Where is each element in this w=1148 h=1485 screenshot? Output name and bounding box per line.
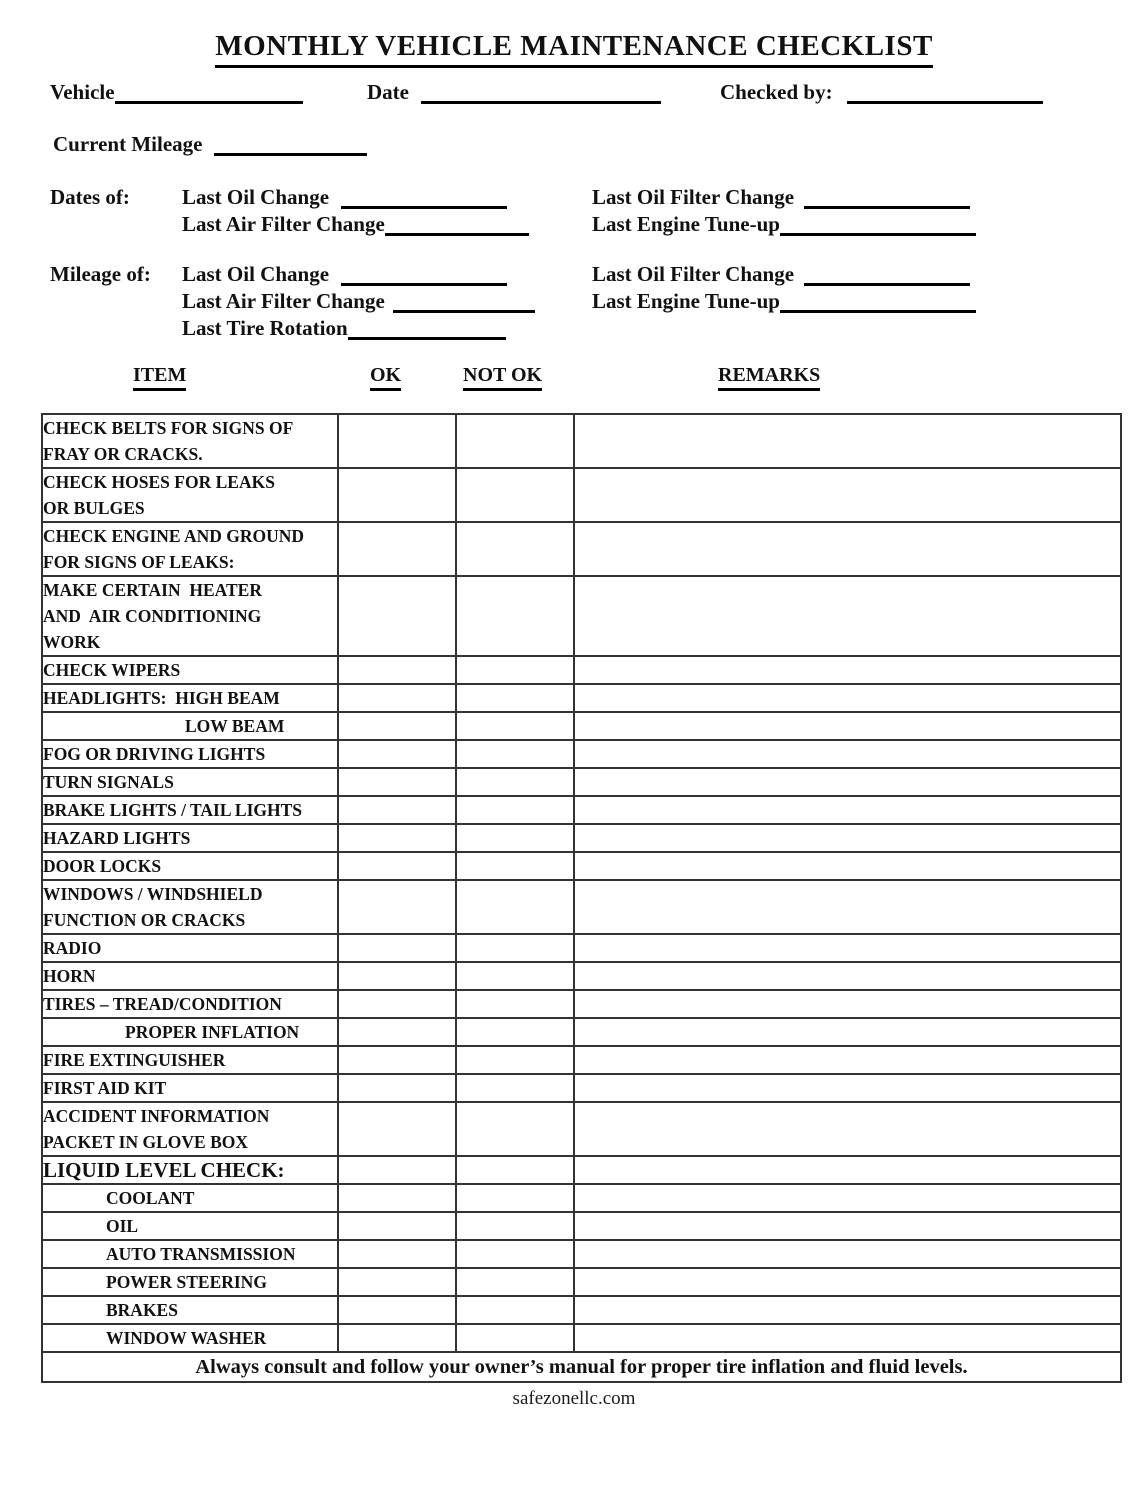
item-cell: DOOR LOCKS <box>42 852 338 880</box>
item-cell: BRAKES <box>42 1296 338 1324</box>
not-ok-cell[interactable] <box>456 1184 574 1212</box>
ok-cell[interactable] <box>338 1018 456 1046</box>
ok-cell[interactable] <box>338 712 456 740</box>
table-row <box>42 1212 1121 1240</box>
item-cell: WINDOW WASHER <box>42 1324 338 1352</box>
remarks-cell[interactable] <box>574 796 1121 824</box>
checked-by-blank-line[interactable] <box>847 81 1043 104</box>
mileage-last-air-filter-change-blank-line[interactable] <box>393 290 535 313</box>
not-ok-cell[interactable] <box>456 962 574 990</box>
table-row <box>42 1156 1121 1184</box>
ok-cell[interactable] <box>338 1184 456 1212</box>
mileage-last-tire-rotation-label: Last Tire Rotation <box>182 316 348 340</box>
item-cell: AUTO TRANSMISSION <box>42 1240 338 1268</box>
remarks-cell[interactable] <box>574 1240 1121 1268</box>
ok-cell[interactable] <box>338 1212 456 1240</box>
vehicle-label: Vehicle <box>50 80 115 104</box>
not-ok-cell[interactable] <box>456 990 574 1018</box>
current-mileage-blank-line[interactable] <box>214 133 367 156</box>
item-cell: HAZARD LIGHTS <box>42 824 338 852</box>
not-ok-cell[interactable] <box>456 1268 574 1296</box>
ok-cell[interactable] <box>338 1324 456 1352</box>
not-ok-cell[interactable] <box>456 656 574 684</box>
item-cell: CHECK HOSES FOR LEAKS OR BULGES <box>42 468 338 522</box>
table-row <box>42 1046 1121 1074</box>
ok-cell[interactable] <box>338 934 456 962</box>
remarks-cell[interactable] <box>574 684 1121 712</box>
table-row <box>42 1240 1121 1268</box>
table-row <box>42 1102 1121 1156</box>
remarks-cell[interactable] <box>574 576 1121 656</box>
item-cell: TIRES – TREAD/CONDITION <box>42 990 338 1018</box>
not-ok-cell[interactable] <box>456 414 574 468</box>
date-label: Date <box>367 80 409 104</box>
remarks-cell[interactable] <box>574 1324 1121 1352</box>
footer-note: Always consult and follow your owner’s manual for proper tire inflation and fluid levels. <box>42 1352 1121 1382</box>
item-cell: LOW BEAM <box>42 712 338 740</box>
ok-cell[interactable] <box>338 796 456 824</box>
table-row <box>42 796 1121 824</box>
checklist-table <box>41 413 1122 1383</box>
website-text: safezonellc.com <box>512 1388 636 1409</box>
not-ok-cell[interactable] <box>456 468 574 522</box>
table-row <box>42 1074 1121 1102</box>
mileage-last-engine-tuneup-field <box>592 289 976 313</box>
dates-last-oil-filter-change-label: Last Oil Filter Change <box>592 185 795 209</box>
vehicle-blank-line[interactable] <box>115 81 303 104</box>
remarks-cell[interactable] <box>574 880 1121 934</box>
item-cell: FOG OR DRIVING LIGHTS <box>42 740 338 768</box>
table-row <box>42 1324 1121 1352</box>
remarks-cell[interactable] <box>574 990 1121 1018</box>
remarks-cell[interactable] <box>574 1268 1121 1296</box>
item-cell: CHECK WIPERS <box>42 656 338 684</box>
not-ok-cell[interactable] <box>456 740 574 768</box>
table-row <box>42 962 1121 990</box>
mileage-last-air-filter-change-field <box>182 289 535 313</box>
remarks-cell[interactable] <box>574 962 1121 990</box>
table-row <box>42 880 1121 934</box>
ok-cell[interactable] <box>338 824 456 852</box>
mileage-last-oil-change-field <box>182 262 507 286</box>
mileage-of-section-label: Mileage of: <box>50 262 151 286</box>
remarks-cell[interactable] <box>574 768 1121 796</box>
table-row <box>42 768 1121 796</box>
table-row <box>42 934 1121 962</box>
ok-cell[interactable] <box>338 740 456 768</box>
ok-cell[interactable] <box>338 990 456 1018</box>
remarks-cell[interactable] <box>574 1212 1121 1240</box>
remarks-cell[interactable] <box>574 468 1121 522</box>
table-row <box>42 1268 1121 1296</box>
item-cell: LIQUID LEVEL CHECK: <box>42 1156 338 1184</box>
mileage-last-engine-tuneup-label: Last Engine Tune-up <box>592 289 780 313</box>
date-blank-line[interactable] <box>421 81 661 104</box>
table-row <box>42 824 1121 852</box>
mileage-last-air-filter-change-label: Last Air Filter Change <box>182 289 385 313</box>
dates-last-engine-tuneup-blank-line[interactable] <box>780 213 976 236</box>
dates-last-oil-change-field <box>182 185 507 209</box>
item-cell: TURN SIGNALS <box>42 768 338 796</box>
date-field <box>367 80 661 104</box>
not-ok-cell[interactable] <box>456 1212 574 1240</box>
item-cell: CHECK BELTS FOR SIGNS OF FRAY OR CRACKS. <box>42 414 338 468</box>
table-row <box>42 712 1121 740</box>
not-ok-cell[interactable] <box>456 934 574 962</box>
remarks-cell[interactable] <box>574 1018 1121 1046</box>
table-row <box>42 522 1121 576</box>
dates-last-air-filter-change-label: Last Air Filter Change <box>182 212 385 236</box>
not-ok-cell[interactable] <box>456 1046 574 1074</box>
ok-cell[interactable] <box>338 1102 456 1156</box>
vehicle-field <box>50 80 303 104</box>
dates-last-air-filter-change-field <box>182 212 529 236</box>
item-cell: FIRE EXTINGUISHER <box>42 1046 338 1074</box>
table-row <box>42 656 1121 684</box>
not-ok-cell[interactable] <box>456 1156 574 1184</box>
item-cell: BRAKE LIGHTS / TAIL LIGHTS <box>42 796 338 824</box>
dates-last-oil-change-blank-line[interactable] <box>341 186 507 209</box>
dates-last-engine-tuneup-field <box>592 212 976 236</box>
table-row <box>42 414 1121 468</box>
not-ok-cell[interactable] <box>456 1324 574 1352</box>
ok-cell[interactable] <box>338 1046 456 1074</box>
item-cell: CHECK ENGINE AND GROUND FOR SIGNS OF LEAKS: <box>42 522 338 576</box>
ok-cell[interactable] <box>338 880 456 934</box>
mileage-last-oil-filter-change-blank-line[interactable] <box>804 263 970 286</box>
table-row <box>42 1018 1121 1046</box>
column-header-item: ITEM <box>133 364 186 391</box>
not-ok-cell[interactable] <box>456 796 574 824</box>
table-row <box>42 468 1121 522</box>
item-cell: HORN <box>42 962 338 990</box>
dates-last-oil-filter-change-blank-line[interactable] <box>804 186 970 209</box>
remarks-cell[interactable] <box>574 1296 1121 1324</box>
remarks-cell[interactable] <box>574 656 1121 684</box>
current-mileage-label: Current Mileage <box>53 132 203 156</box>
not-ok-cell[interactable] <box>456 852 574 880</box>
item-cell: FIRST AID KIT <box>42 1074 338 1102</box>
table-row <box>42 1184 1121 1212</box>
table-row <box>42 684 1121 712</box>
not-ok-cell[interactable] <box>456 522 574 576</box>
dates-of-section-label: Dates of: <box>50 185 130 209</box>
ok-cell[interactable] <box>338 1156 456 1184</box>
not-ok-cell[interactable] <box>456 1102 574 1156</box>
mileage-last-oil-change-label: Last Oil Change <box>182 262 330 286</box>
ok-cell[interactable] <box>338 768 456 796</box>
ok-cell[interactable] <box>338 1240 456 1268</box>
remarks-cell[interactable] <box>574 1102 1121 1156</box>
not-ok-cell[interactable] <box>456 1240 574 1268</box>
dates-last-oil-change-label: Last Oil Change <box>182 185 330 209</box>
remarks-cell[interactable] <box>574 414 1121 468</box>
ok-cell[interactable] <box>338 1268 456 1296</box>
mileage-last-oil-change-blank-line[interactable] <box>341 263 507 286</box>
mileage-last-oil-filter-change-field <box>592 262 970 286</box>
item-cell: WINDOWS / WINDSHIELD FUNCTION OR CRACKS <box>42 880 338 934</box>
table-row <box>42 740 1121 768</box>
ok-cell[interactable] <box>338 1074 456 1102</box>
ok-cell[interactable] <box>338 522 456 576</box>
not-ok-cell[interactable] <box>456 880 574 934</box>
item-cell: RADIO <box>42 934 338 962</box>
item-cell: MAKE CERTAIN HEATER AND AIR CONDITIONING WORK <box>42 576 338 656</box>
ok-cell[interactable] <box>338 656 456 684</box>
table-row <box>42 990 1121 1018</box>
current-mileage-field <box>53 132 367 156</box>
mileage-last-oil-filter-change-label: Last Oil Filter Change <box>592 262 795 286</box>
item-cell: HEADLIGHTS: HIGH BEAM <box>42 684 338 712</box>
item-cell: PROPER INFLATION <box>42 1018 338 1046</box>
remarks-cell[interactable] <box>574 712 1121 740</box>
remarks-cell[interactable] <box>574 824 1121 852</box>
dates-last-engine-tuneup-label: Last Engine Tune-up <box>592 212 780 236</box>
ok-cell[interactable] <box>338 962 456 990</box>
item-cell: POWER STEERING <box>42 1268 338 1296</box>
dates-last-air-filter-change-blank-line[interactable] <box>385 213 529 236</box>
not-ok-cell[interactable] <box>456 1074 574 1102</box>
remarks-cell[interactable] <box>574 934 1121 962</box>
mileage-last-tire-rotation-field <box>182 316 506 340</box>
remarks-cell[interactable] <box>574 1046 1121 1074</box>
item-cell: ACCIDENT INFORMATION PACKET IN GLOVE BOX <box>42 1102 338 1156</box>
page-title: MONTHLY VEHICLE MAINTENANCE CHECKLIST <box>215 30 933 68</box>
not-ok-cell[interactable] <box>456 712 574 740</box>
ok-cell[interactable] <box>338 1296 456 1324</box>
remarks-cell[interactable] <box>574 1156 1121 1184</box>
title-row <box>0 30 1148 68</box>
checklist-body <box>42 414 1121 1352</box>
column-header-remarks: REMARKS <box>718 364 820 391</box>
not-ok-cell[interactable] <box>456 1296 574 1324</box>
mileage-last-tire-rotation-blank-line[interactable] <box>348 317 506 340</box>
checked-by-label: Checked by: <box>720 80 833 104</box>
item-cell: COOLANT <box>42 1184 338 1212</box>
item-cell: OIL <box>42 1212 338 1240</box>
mileage-last-engine-tuneup-blank-line[interactable] <box>780 290 976 313</box>
checked-by-field <box>720 80 1043 104</box>
ok-cell[interactable] <box>338 414 456 468</box>
column-header-ok: OK <box>370 364 401 391</box>
remarks-cell[interactable] <box>574 522 1121 576</box>
ok-cell[interactable] <box>338 852 456 880</box>
table-row <box>42 1296 1121 1324</box>
not-ok-cell[interactable] <box>456 1018 574 1046</box>
remarks-cell[interactable] <box>574 1074 1121 1102</box>
dates-last-oil-filter-change-field <box>592 185 970 209</box>
ok-cell[interactable] <box>338 684 456 712</box>
not-ok-cell[interactable] <box>456 576 574 656</box>
ok-cell[interactable] <box>338 576 456 656</box>
remarks-cell[interactable] <box>574 740 1121 768</box>
ok-cell[interactable] <box>338 468 456 522</box>
not-ok-cell[interactable] <box>456 768 574 796</box>
not-ok-cell[interactable] <box>456 824 574 852</box>
remarks-cell[interactable] <box>574 1184 1121 1212</box>
not-ok-cell[interactable] <box>456 684 574 712</box>
remarks-cell[interactable] <box>574 852 1121 880</box>
table-row <box>42 852 1121 880</box>
table-row <box>42 576 1121 656</box>
column-header-not-ok: NOT OK <box>463 364 542 391</box>
footer-note-row <box>42 1352 1121 1382</box>
